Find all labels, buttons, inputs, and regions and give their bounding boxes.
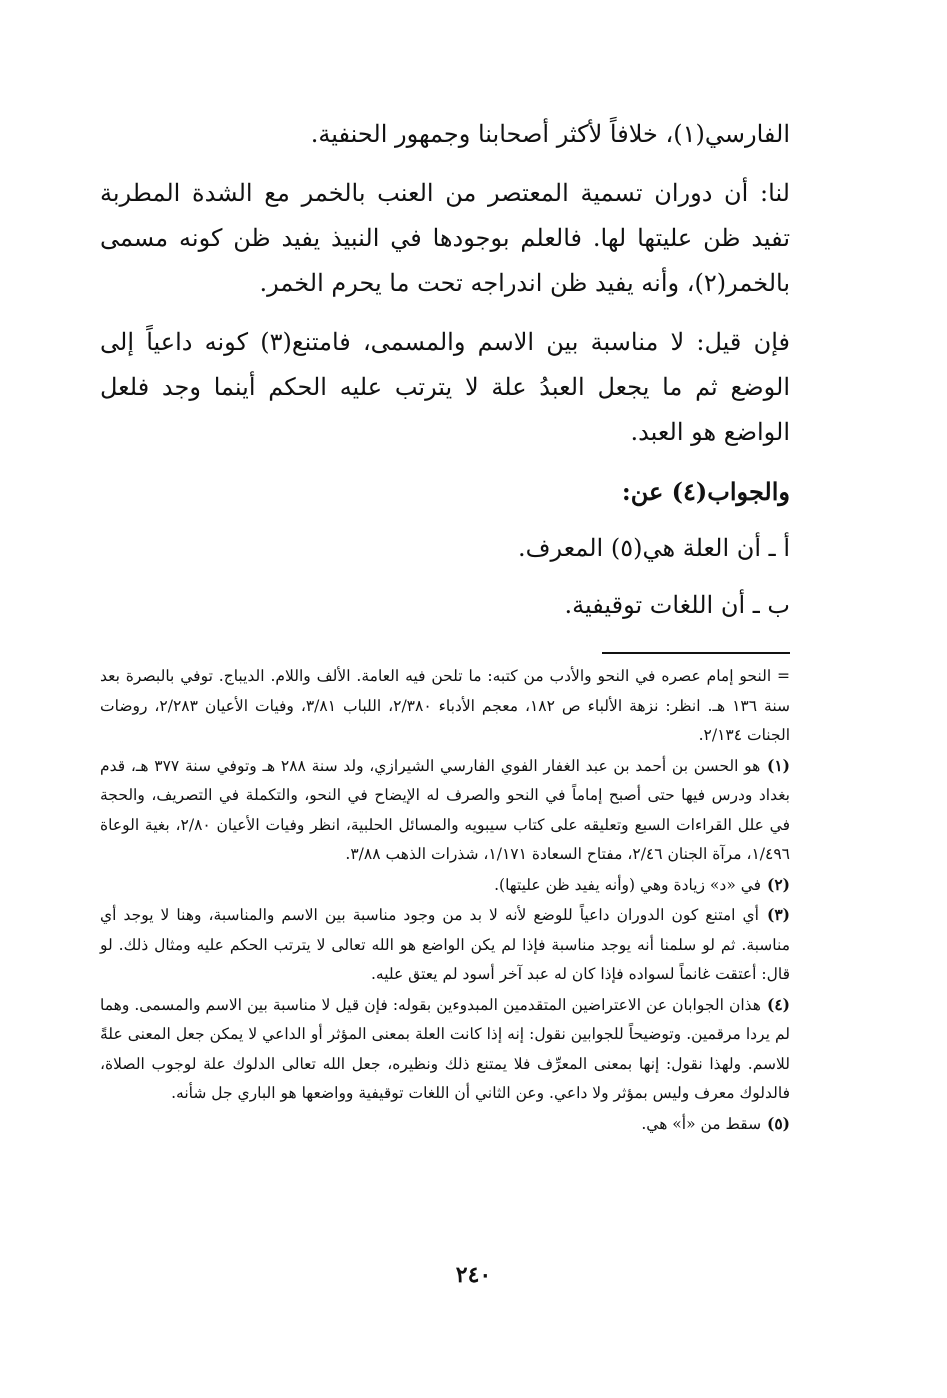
answer-heading: والجواب(٤) عن: bbox=[621, 477, 790, 506]
footnote-4-text: هذان الجوابان عن الاعتراضين المتقدمين المبدوءين بقوله: فإن قيل لا مناسبة بين الاسم والمسمى. وهما لم يردا مرقمين. وتوضيحاً للجوابين نقول: إنه إذا كانت العلة بمعنى المؤثر أو الداعي لا يمكن جعل المعنى علةً للاسم. ولهذا نقول: إنها بمعنى المعرِّف فلا يمتنع ذلك ونظيره، جعل الله تعالى الدلوك علة لوجوب الصلاة، فالدلوك معرف وليس بمؤثر ولا داعي. وعن الثاني أن اللغات توقيفية وواضعها هو الباري جل شأنه. bbox=[100, 995, 790, 1102]
footnote-1-text: هو الحسن بن أحمد بن عبد الغفار الفوي الفارسي الشيرازي، ولد سنة ٢٨٨ هـ وتوفي سنة ٣٧٧ هـ، قدم بغداد ودرس فيها حتى أصبح إماماً في النحو والصرف له الإيضاح في النحو، والتكملة في التصريف، والحجة في علل القراءات السبع وتعليقه على كتاب سيبويه والمسائل الحلبية، انظر وفيات الأعيان ٢/٨٠، بغية الوعاة ١/٤٩٦، مرآة الجنان ٢/٤٦، مفتاح السعادة ١/١٧١، شذرات الذهب ٣/٨٨. bbox=[100, 756, 791, 863]
page-number: ٢٤٠ bbox=[455, 1262, 492, 1288]
main-text bbox=[100, 112, 790, 628]
footnote-5-text: سقط من «أ» هي. bbox=[641, 1114, 762, 1133]
footnote-3 bbox=[100, 900, 790, 990]
footnote-3-text: أي امتنع كون الدوران داعياً للوضع لأنه لا بد من وجود مناسبة بين الاسم والمناسبة، وهنا لا يوجد أي مناسبة. ثم لو سلمنا أنه يوجد مناسبة فإذا لم يكن الواضع هو الله تعالى لا يترتب الحكم عليه ومثال ذلك. لو قال: أعتقت غانماً لسواده فإذا كان له عبد آخر أسود لم يعتق عليه. bbox=[100, 906, 790, 983]
footnote-divider bbox=[602, 652, 790, 654]
footnote-4-number: (٤) bbox=[766, 994, 790, 1014]
footnote-4 bbox=[100, 990, 790, 1109]
footnote-2-text: في «د» زيادة وهي (وأنه يفيد ظن عليتها). bbox=[494, 875, 762, 894]
paragraph-2: لنا: أن دوران تسمية المعتصر من العنب بالخمر مع الشدة المطربة تفيد ظن عليتها لها. فالعلم بوجودها في النبيذ يفيد ظن كونه مسمى بالخمر(٢)، وأنه يفيد ظن اندراجه تحت ما يحرم الخمر. bbox=[100, 179, 790, 297]
paragraph-1: الفارسي(١)، خلافاً لأكثر أصحابنا وجمهور الحنفية. bbox=[310, 120, 790, 148]
footnote-1-number: (١) bbox=[766, 755, 790, 775]
footnote-2 bbox=[100, 870, 790, 901]
paragraph-3: فإن قيل: لا مناسبة بين الاسم والمسمى، فامتنع(٣) كونه داعياً إلى الوضع ثم ما يجعل العبدُ علة لا يترتب عليه الحكم أينما وجد فلعل الواضع هو العبد. bbox=[100, 328, 790, 446]
page-content bbox=[100, 112, 790, 1139]
footnote-5 bbox=[100, 1109, 790, 1140]
footnote-continuation: = النحو إمام عصره في النحو والأدب من كتبه: ما تلحن فيه العامة. الألف واللام. الديباج. توفي بالبصرة بعد سنة ١٣٦ هـ. انظر: نزهة الألباء ص ١٨٢، معجم الأدباء ٢/٣٨٠، اللباب ٣/٨١، وفيات الأعيان ٢/٢٨٣، روضات الجنات ٢/١٣٤. bbox=[100, 667, 790, 744]
footnote-2-number: (٢) bbox=[766, 874, 790, 894]
footnote-3-number: (٣) bbox=[766, 905, 790, 924]
footnote-5-number: (٥) bbox=[766, 1113, 790, 1133]
footnote-1 bbox=[100, 751, 790, 870]
answer-item-b: ب ـ أن اللغات توقيفية. bbox=[564, 591, 790, 619]
footnotes bbox=[100, 662, 790, 1139]
answer-item-a: أ ـ أن العلة هي(٥) المعرف. bbox=[518, 534, 790, 562]
